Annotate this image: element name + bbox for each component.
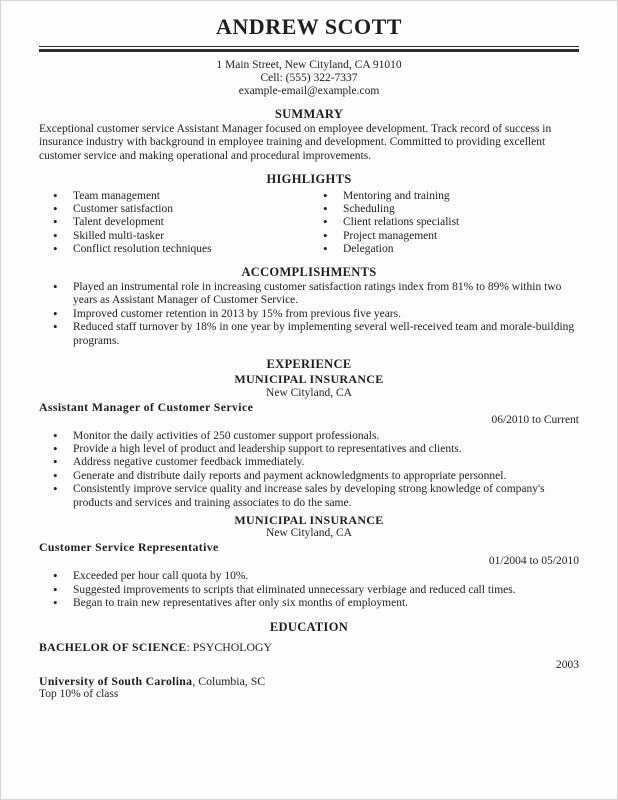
header-divider xyxy=(39,46,579,52)
job-entry xyxy=(39,514,579,611)
highlight-item: • Customer satisfaction xyxy=(39,203,309,216)
highlight-item: • Conflict resolution techniques xyxy=(39,243,309,256)
accomplishments-list xyxy=(39,281,579,348)
accomplishment-item: • Reduced staff turnover by 18% in one year by implementing several well-received team and morale-building programs. xyxy=(39,321,579,348)
job-bullet: • Suggested improvements to scripts that eliminated unnecessary verbiage and reduced call times. xyxy=(39,584,579,597)
job-bullet: • Consistently improve service quality and increase sales by developing strong knowledge of company's products and services and training associates to do the same. xyxy=(39,483,579,510)
education-note: Top 10% of class xyxy=(39,688,119,701)
education-degree-detail: : PSYCHOLOGY xyxy=(186,639,273,654)
job-company: MUNICIPAL INSURANCE xyxy=(234,512,384,527)
education-heading: EDUCATION xyxy=(269,619,349,634)
summary-text: Exceptional customer service Assistant Manager focused on employee development. Track record of success in insurance industry with background in employee training and development. Committed to providing excellent customer service and making operational and procedural improvements. xyxy=(39,122,552,162)
highlight-item: • Mentoring and training xyxy=(309,190,579,203)
job-bullet: • Monitor the daily activities of 250 customer support professionals. xyxy=(39,430,579,443)
highlight-item: • Scheduling xyxy=(309,203,579,216)
highlights-column-left xyxy=(39,190,309,256)
job-bullet-list xyxy=(39,430,579,510)
highlight-item: • Skilled multi-tasker xyxy=(39,230,309,243)
job-title: Customer Service Representative xyxy=(39,540,219,555)
highlights-column-right xyxy=(309,190,579,256)
contact-email: example-email@example.com xyxy=(238,84,380,97)
highlight-item: • Delegation xyxy=(309,243,579,256)
job-location: New Cityland, CA xyxy=(266,527,352,540)
job-location: New Cityland, CA xyxy=(266,386,352,399)
accomplishment-item: • Played an instrumental role in increasing customer satisfaction ratings index from 81% to 89% within two years as Assistant Manager of Customer Service. xyxy=(39,281,579,308)
highlight-item: • Talent development xyxy=(39,216,309,229)
job-bullet: • Address negative customer feedback immediately. xyxy=(39,456,579,469)
job-company: MUNICIPAL INSURANCE xyxy=(234,372,384,387)
accomplishments-heading: ACCOMPLISHMENTS xyxy=(241,265,377,280)
job-bullet: • Generate and distribute daily reports and payment acknowledgments to appropriate personnel. xyxy=(39,470,579,483)
job-dates: 01/2004 to 05/2010 xyxy=(488,554,579,567)
highlights-heading: HIGHLIGHTS xyxy=(266,172,352,186)
education-school-line xyxy=(39,675,579,689)
job-bullet: • Provide a high level of product and leadership support to representatives and clients. xyxy=(39,443,579,456)
highlights-columns xyxy=(39,188,579,256)
education-year: 2003 xyxy=(556,659,579,672)
summary-heading: SUMMARY xyxy=(274,106,344,121)
contact-block xyxy=(39,59,579,98)
experience-heading: EXPERIENCE xyxy=(266,357,352,372)
education-degree: BACHELOR OF SCIENCE xyxy=(39,639,187,654)
job-bullet: • Began to train new representatives after only six months of employment. xyxy=(39,597,579,610)
contact-phone: Cell: (555) 322-7337 xyxy=(260,71,358,84)
education-school-detail: , Columbia, SC xyxy=(192,673,266,688)
job-bullet-list xyxy=(39,570,579,610)
highlight-item: • Project management xyxy=(309,230,579,243)
job-bullet: • Exceeded per hour call quota by 10%. xyxy=(39,570,579,583)
education-school: University of South Carolina xyxy=(39,673,193,688)
job-title: Assistant Manager of Customer Service xyxy=(39,399,254,414)
accomplishment-item: • Improved customer retention in 2013 by 15% from previous five years. xyxy=(39,308,579,321)
job-entry xyxy=(39,373,579,510)
highlight-item: • Client relations specialist xyxy=(309,216,579,229)
candidate-name: ANDREW SCOTT xyxy=(216,14,402,39)
education-degree-line xyxy=(39,641,579,655)
contact-address: 1 Main Street, New Cityland, CA 91010 xyxy=(216,58,402,71)
job-dates: 06/2010 to Current xyxy=(491,414,579,427)
highlight-item: • Team management xyxy=(39,190,309,203)
